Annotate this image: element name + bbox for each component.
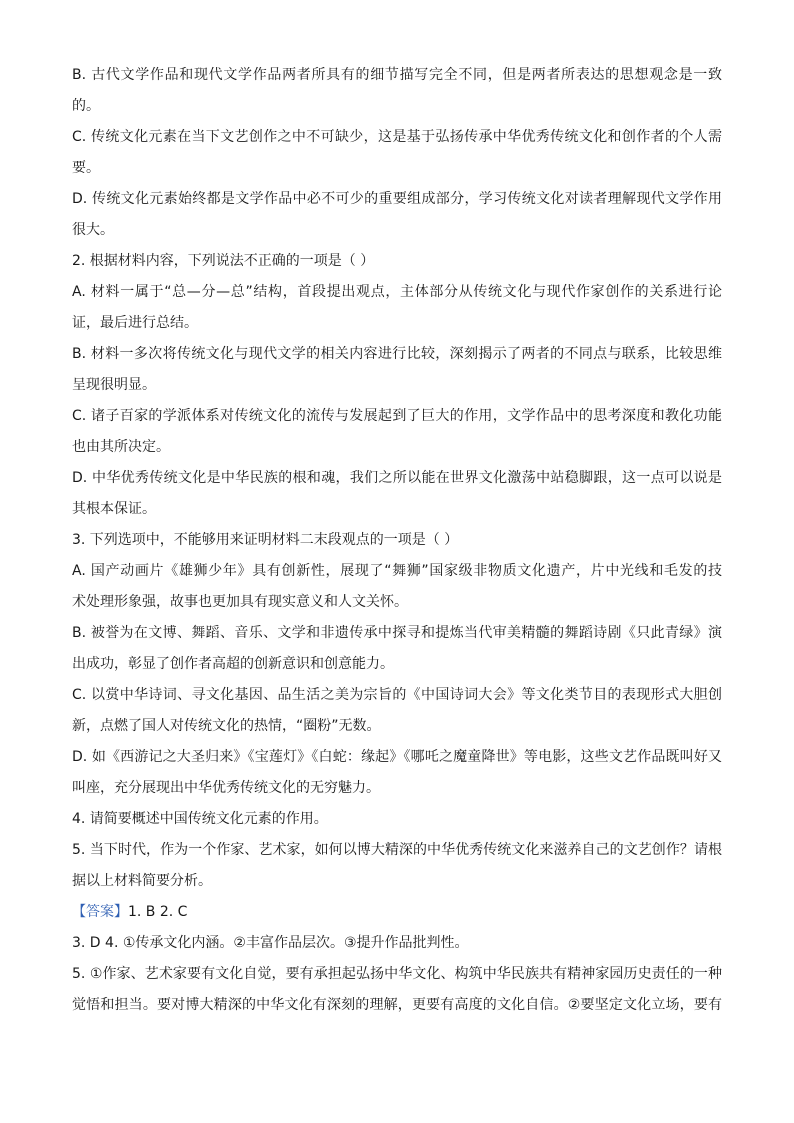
answer-line-3: 5. ①作家、艺术家要有文化自觉，要有承担起弘扬中华文化、构筑中华民族共有精神家园历史责任的一种 (72, 966, 722, 982)
q3-option-d-line-2: 叫座，充分展现出中华优秀传统文化的无穷魅力。 (72, 780, 380, 796)
q3-option-a-line-2: 术处理形象强，故事也更加具有现实意义和人文关怀。 (72, 594, 408, 610)
question-5-stem-line-2: 据以上材料简要分析。 (72, 873, 212, 889)
answer-tag: 【答案】 (72, 904, 128, 920)
answer-line-1 (72, 897, 722, 928)
q2-option-a-line-1: A. 材料一属于“总—分—总”结构，首段提出观点，主体部分从传统文化与现代作家创作的关系进行论 (72, 284, 722, 300)
option-b-line-1: B. 古代文学作品和现代文学作品两者所具有的细节描写完全不同，但是两者所表达的思想观念是一致 (72, 67, 722, 83)
question-4-stem: 4. 请简要概述中国传统文化元素的作用。 (72, 811, 328, 827)
q2-option-b-line-1: B. 材料一多次将传统文化与现代文学的相关内容进行比较，深刻揭示了两者的不同点与联系，比较思维 (72, 346, 722, 362)
q3-option-c-line-1: C. 以赏中华诗词、寻文化基因、品生活之美为宗旨的《中国诗词大会》等文化类节目的表现形式大胆创 (72, 687, 722, 703)
option-c-line-1: C. 传统文化元素在当下文艺创作之中不可缺少，这是基于弘扬传承中华优秀传统文化和创作者的个人需 (72, 129, 722, 145)
question-5-stem-line-1: 5. 当下时代，作为一个作家、艺术家，如何以博大精深的中华优秀传统文化来滋养自己的文艺创作？请根 (72, 842, 722, 858)
option-d-line-2: 很大。 (72, 222, 114, 238)
question-3-stem: 3. 下列选项中，不能够用来证明材料二末段观点的一项是（ ） (72, 532, 459, 548)
q2-option-b-line-2: 呈现很明显。 (72, 377, 156, 393)
q2-option-d-line-2: 其根本保证。 (72, 501, 156, 517)
q3-option-b-line-2: 出成功，彰显了创作者高超的创新意识和创意能力。 (72, 656, 394, 672)
option-b-line-2: 的。 (72, 98, 100, 114)
answer-line-4: 觉悟和担当。要对博大精深的中华文化有深刻的理解，更要有高度的文化自信。②要坚定文化立场，要有 (72, 997, 722, 1013)
option-d-line-1: D. 传统文化元素始终都是文学作品中必不可少的重要组成部分，学习传统文化对读者理解现代文学作用 (72, 191, 722, 207)
document-page (72, 60, 722, 1021)
q2-option-c-line-2: 也由其所决定。 (72, 439, 170, 455)
answer-line-2: 3. D 4. ①传承文化内涵。②丰富作品层次。③提升作品批判性。 (72, 935, 469, 951)
q2-option-a-line-2: 证，最后进行总结。 (72, 315, 198, 331)
q3-option-a-line-1: A. 国产动画片《雄狮少年》具有创新性，展现了“舞狮”国家级非物质文化遗产，片中光线和毛发的技 (72, 563, 722, 579)
q3-option-d-line-1: D. 如《西游记之大圣归来》《宝莲灯》《白蛇：缘起》《哪吒之魔童降世》等电影，这些文艺作品既叫好又 (72, 749, 722, 765)
q2-option-c-line-1: C. 诸子百家的学派体系对传统文化的流传与发展起到了巨大的作用，文学作品中的思考深度和教化功能 (72, 408, 722, 424)
answer-1-2: 1. B 2. C (128, 904, 188, 920)
question-2-stem: 2. 根据材料内容，下列说法不正确的一项是（ ） (72, 253, 375, 269)
q3-option-c-line-2: 新，点燃了国人对传统文化的热情，“圈粉”无数。 (72, 718, 381, 734)
option-c-line-2: 要。 (72, 160, 100, 176)
q2-option-d-line-1: D. 中华优秀传统文化是中华民族的根和魂，我们之所以能在世界文化激荡中站稳脚跟，这一点可以说是 (72, 470, 722, 486)
q3-option-b-line-1: B. 被誉为在文博、舞蹈、音乐、文学和非遗传承中探寻和提炼当代审美精髓的舞蹈诗剧《只此青绿》演 (72, 625, 722, 641)
